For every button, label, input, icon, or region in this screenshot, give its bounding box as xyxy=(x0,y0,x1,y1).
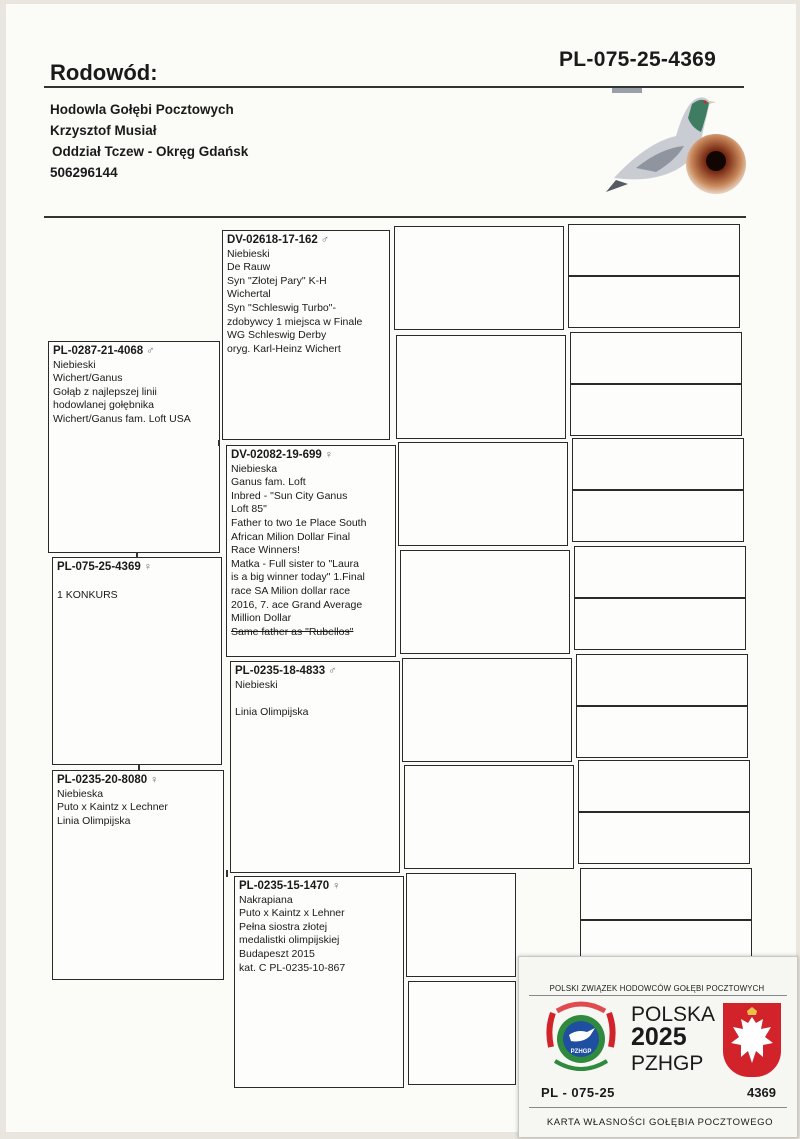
male-symbol: ♂ xyxy=(328,665,337,677)
card-top-rule xyxy=(529,995,787,996)
pigeon-picture xyxy=(606,88,751,200)
ff-line: oryg. Karl-Heinz Wichert xyxy=(227,342,341,355)
gen4-box xyxy=(572,438,744,490)
fm-line: Father to two 1e Place South xyxy=(231,516,367,529)
logo-label: PZHGP xyxy=(570,1049,592,1055)
card-country: POLSKA xyxy=(631,1003,716,1026)
breeder-branch: Oddział Tczew - Okręg Gdańsk xyxy=(52,144,249,159)
section-rule xyxy=(44,216,746,218)
gen3-box xyxy=(396,335,566,439)
mf-line: Linia Olimpijska xyxy=(235,706,309,719)
header-ring-number: PL-075-25-4369 xyxy=(559,48,717,71)
gen3-box xyxy=(398,442,568,546)
father-line: Niebieski xyxy=(53,358,96,371)
pigeon-ring: PL-075-25-4369 xyxy=(57,561,141,573)
mother-line: Linia Olimpijska xyxy=(57,814,131,827)
mf-line: Niebieski xyxy=(235,678,278,691)
fm-line: Ganus fam. Loft xyxy=(231,476,306,489)
pigeon-line: 1 KONKURS xyxy=(57,588,118,601)
connector xyxy=(136,552,138,558)
polish-eagle-emblem xyxy=(723,1003,781,1077)
page-title: Rodowód: xyxy=(50,60,158,85)
breeder-name: Hodowla Gołębi Pocztowych xyxy=(50,102,234,117)
card-ring-number: PL - 075-25 xyxy=(541,1085,615,1100)
fm-line: Matka - Full sister to "Laura xyxy=(231,557,360,570)
gen4-box xyxy=(570,332,742,384)
fm-line: African Milion Dollar Final xyxy=(231,530,351,543)
gen3-box xyxy=(408,981,516,1085)
pzhgp-logo xyxy=(543,999,619,1079)
ff-ring: DV-02618-17-162 xyxy=(227,234,318,246)
mother-ring: PL-0235-20-8080 xyxy=(57,774,148,786)
grandmother-paternal-box xyxy=(226,445,396,657)
female-symbol: ♀ xyxy=(150,774,159,786)
mm-line: Nakrapiana xyxy=(239,893,293,906)
pigeon-line xyxy=(57,575,217,589)
fm-line: Loft 85" xyxy=(231,503,267,516)
gen4-box xyxy=(580,920,752,960)
fm-line: Million Dollar xyxy=(231,612,292,625)
gen4-box xyxy=(574,546,746,598)
gen3-box xyxy=(402,658,572,762)
fm-ring: DV-02082-19-699 xyxy=(231,449,322,461)
connector xyxy=(226,870,228,877)
gen4-box xyxy=(578,760,750,812)
father-line: Wichert/Ganus fam. Loft USA xyxy=(53,412,191,425)
ff-line: Syn "Złotej Pary" K-H xyxy=(227,274,327,287)
fm-line: Race Winners! xyxy=(231,544,300,557)
gen4-box xyxy=(570,384,742,436)
ff-line: Syn "Schleswig Turbo"- xyxy=(227,301,336,314)
gen3-box xyxy=(394,226,564,330)
breeder-phone: 506296144 xyxy=(50,165,118,180)
card-header: POLSKI ZWIĄZEK HODOWCÓW GOŁĘBI POCZTOWYCH xyxy=(549,984,765,993)
female-symbol: ♀ xyxy=(324,449,334,461)
mm-line: Budapeszt 2015 xyxy=(239,947,315,960)
gen4-box xyxy=(578,812,750,864)
mm-line: Pełna siostra złotej xyxy=(239,920,328,933)
card-serial-number: 4369 xyxy=(747,1085,776,1100)
gen4-box xyxy=(576,654,748,706)
gen3-box xyxy=(406,873,516,977)
card-footer: KARTA WŁASNOŚCI GOŁĘBIA POCZTOWEGO xyxy=(546,1117,774,1128)
fm-line: Same father as "Rubellos" xyxy=(231,625,354,638)
ownership-card xyxy=(518,956,798,1138)
father-line: hodowlanej gołębnika xyxy=(53,399,154,412)
gen4-box xyxy=(574,598,746,650)
gen4-box xyxy=(572,490,744,542)
mf-line xyxy=(235,692,395,706)
father-line: Gołąb z najlepszej linii xyxy=(53,385,157,398)
fm-line: is a big winner today" 1.Final xyxy=(231,571,365,584)
grandfather-maternal-box xyxy=(230,661,400,873)
grandmother-maternal-box xyxy=(234,876,404,1088)
gen3-box xyxy=(400,550,570,654)
fm-line: race SA Milion dollar race xyxy=(231,584,351,597)
connector xyxy=(138,764,140,771)
mm-line: Puto x Kaintz x Lehner xyxy=(239,907,345,920)
father-box xyxy=(48,341,220,553)
gen4-box xyxy=(568,276,740,328)
father-ring: PL-0287-21-4068 xyxy=(53,345,144,357)
ff-line: Wichertal xyxy=(227,288,271,301)
mother-box xyxy=(52,770,224,980)
ff-line: WG Schleswig Derby xyxy=(227,329,327,342)
card-org: PZHGP xyxy=(631,1052,704,1075)
male-symbol: ♂ xyxy=(320,234,330,246)
fm-line: Inbred - "Sun City Ganus xyxy=(231,489,348,502)
ff-line: zdobywcy 1 miejsca w Finale xyxy=(227,315,363,328)
breeder-owner: Krzysztof Musiał xyxy=(50,123,157,138)
mm-line: kat. C PL-0235-10-867 xyxy=(239,961,346,974)
fm-line: Niebieska xyxy=(231,462,278,475)
gen4-box xyxy=(580,868,752,920)
father-line: Wichert/Ganus xyxy=(53,372,123,385)
pigeon-box xyxy=(52,557,222,765)
male-symbol: ♂ xyxy=(146,345,155,357)
mother-line: Niebieska xyxy=(57,787,104,800)
mm-ring: PL-0235-15-1470 xyxy=(239,880,330,892)
mm-line: medalistki olimpijskiej xyxy=(239,934,340,947)
gen4-box xyxy=(568,224,740,276)
card-bottom-rule xyxy=(529,1107,787,1108)
mf-ring: PL-0235-18-4833 xyxy=(235,665,326,677)
fm-line: 2016, 7. ace Grand Average xyxy=(231,598,363,611)
grandfather-paternal-box xyxy=(222,230,390,440)
card-year: 2025 xyxy=(631,1023,687,1051)
gen3-box xyxy=(404,765,574,869)
mother-line: Puto x Kaintz x Lechner xyxy=(57,801,168,814)
female-symbol: ♀ xyxy=(143,561,152,573)
ff-line: De Rauw xyxy=(227,261,271,274)
pedigree-sheet xyxy=(6,4,796,1132)
connector xyxy=(218,440,220,446)
female-symbol: ♀ xyxy=(332,880,341,892)
gen4-box xyxy=(576,706,748,758)
ff-line: Niebieski xyxy=(227,247,270,260)
